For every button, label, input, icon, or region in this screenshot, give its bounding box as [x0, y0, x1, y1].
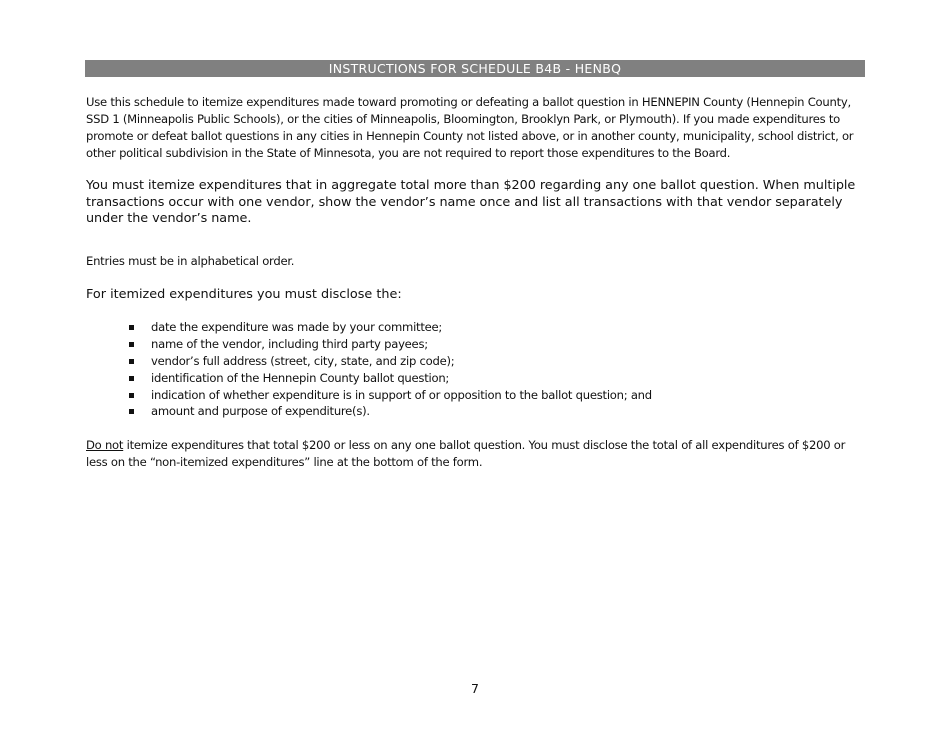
non-itemized-paragraph [86, 437, 866, 471]
square-bullet-icon [129, 359, 134, 364]
disclosure-list [127, 319, 652, 420]
list-item [127, 319, 652, 336]
list-item [127, 336, 652, 353]
schedule-title-banner [85, 60, 865, 77]
square-bullet-icon [129, 393, 134, 398]
list-item [127, 387, 652, 404]
list-item [127, 403, 652, 420]
square-bullet-icon [129, 342, 134, 347]
do-not-emphasis: Do not [86, 438, 124, 452]
schedule-title: INSTRUCTIONS FOR SCHEDULE B4B - HENBQ [328, 61, 622, 76]
alphabetical-order-note: Entries must be in alphabetical order. [86, 254, 295, 268]
square-bullet-icon [129, 325, 134, 330]
square-bullet-icon [129, 409, 134, 414]
page-number: 7 [471, 681, 479, 696]
list-item-text: identification of the Hennepin County ballot question; [151, 370, 450, 385]
square-bullet-icon [129, 376, 134, 381]
list-item-text: name of the vendor, including third party payees; [151, 336, 428, 351]
list-item [127, 370, 652, 387]
list-item-text: indication of whether expenditure is in support of or opposition to the ballot question; and [151, 387, 652, 402]
non-itemized-text: itemize expenditures that total $200 or less on any one ballot question. You must disclose the total of all expenditures of $200 or less on the “non-itemized expenditures” line at the bottom of the form. [86, 438, 846, 469]
list-item-text: date the expenditure was made by your committee; [151, 320, 443, 334]
intro-paragraph: Use this schedule to itemize expenditures made toward promoting or defeating a ballot question in HENNEPIN County (Hennepin County, SSD 1 (Minneapolis Public Schools), or the cities of Minneapolis, Bloomington, Brooklyn Park, or Plymouth). If you made expenditures to promote or defeat ballot questions in any cities in Hennepin County not listed above, or in another county, municipality, school district, or other political subdivision in the State of Minnesota, you are not required to report those expenditures to the Board. [86, 95, 854, 160]
list-item [127, 353, 652, 370]
list-item-text: amount and purpose of expenditure(s). [151, 404, 370, 419]
disclosure-intro: For itemized expenditures you must disclose the: [86, 287, 402, 302]
list-item-text: vendor’s full address (street, city, state, and zip code); [151, 353, 455, 368]
itemize-paragraph: You must itemize expenditures that in aggregate total more than $200 regarding any one ballot question. When multiple transactions occur with one vendor, show the vendor’s name once and list all transactions with that vendor separately under the vendor’s name. [86, 178, 856, 226]
